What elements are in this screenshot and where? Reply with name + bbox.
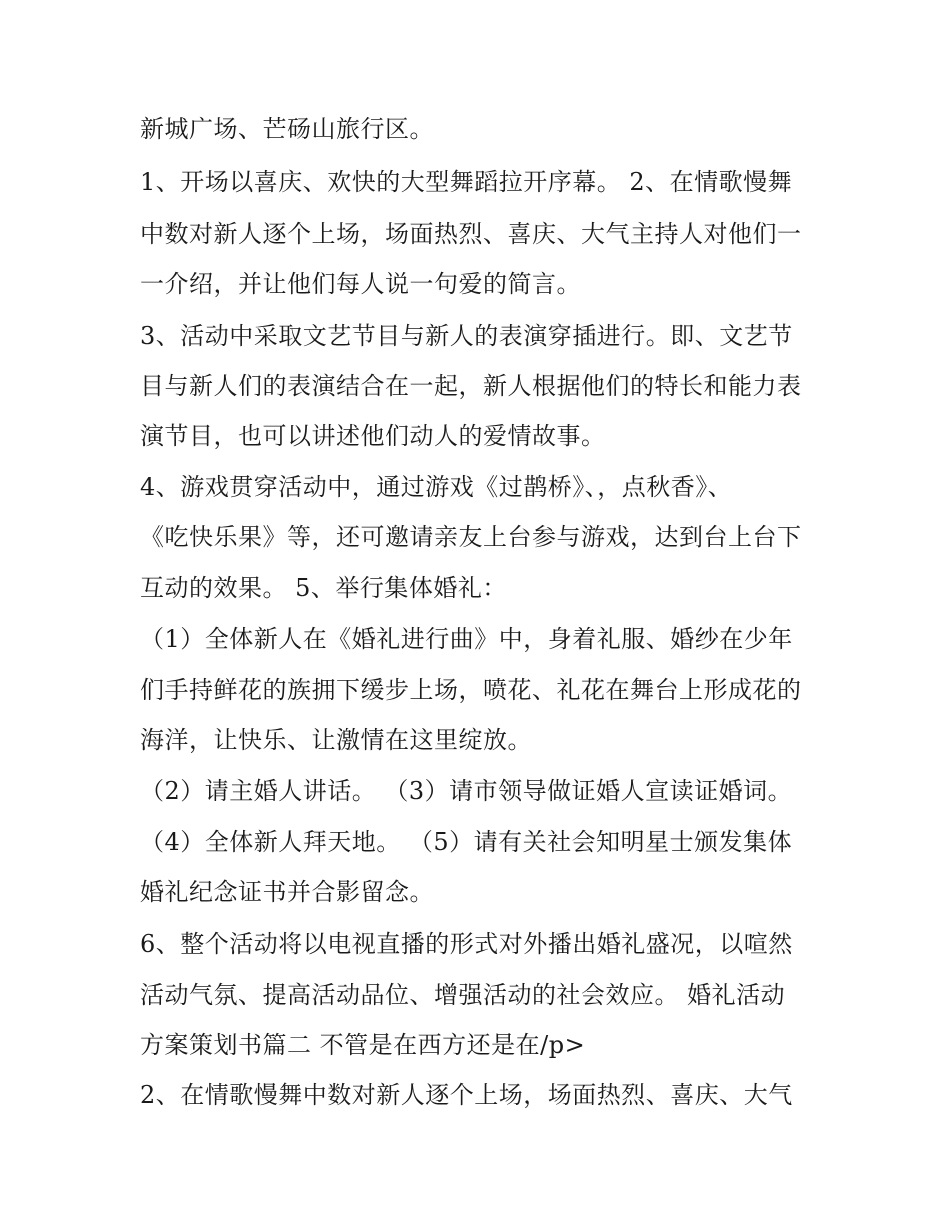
text-line: （4）全体新人拜天地。 （5）请有关社会知明星士颁发集体 — [140, 828, 793, 856]
text-line: 婚礼纪念证书并合影留念。 — [140, 878, 434, 906]
text-line: 新城广场、芒砀山旅行区。 — [140, 115, 434, 143]
text-line: 2、在情歌慢舞中数对新人逐个上场，场面热烈、喜庆、大气 — [140, 1081, 793, 1109]
text-line: 3、活动中采取文艺节目与新人的表演穿插进行。即、文艺节 — [140, 322, 793, 350]
text-line: 们手持鲜花的族拥下缓步上场，喷花、礼花在舞台上形成花的 — [140, 676, 802, 704]
text-line: 目与新人们的表演结合在一起，新人根据他们的特长和能力表 — [140, 372, 802, 400]
text-line: 6、整个活动将以电视直播的形式对外播出婚礼盛况，以喧然 — [140, 930, 793, 958]
text-line: 演节目，也可以讲述他们动人的爱情故事。 — [140, 422, 606, 450]
text-line: 《吃快乐果》等，还可邀请亲友上台参与游戏，达到台上台下 — [140, 523, 802, 551]
text-line: 1、开场以喜庆、欢快的大型舞蹈拉开序幕。 2、在情歌慢舞 — [140, 168, 793, 196]
text-line: （2）请主婚人讲话。 （3）请市领导做证婚人宣读证婚词。 — [140, 777, 793, 805]
text-line: 活动气氛、提高活动品位、增强活动的社会效应。 婚礼活动 — [140, 981, 786, 1009]
text-line: 4、游戏贯穿活动中，通过游戏《过鹊桥》、，点秋香》、 — [140, 473, 733, 501]
text-line: 中数对新人逐个上场，场面热烈、喜庆、大气主持人对他们一 — [140, 220, 802, 248]
text-line: 方案策划书篇二 不管是在西方还是在/p> — [140, 1031, 586, 1059]
text-line: 海洋，让快乐、让激情在这里绽放。 — [140, 726, 532, 754]
text-line: （1）全体新人在《婚礼进行曲》中，身着礼服、婚纱在少年 — [140, 625, 793, 653]
text-line: 一介绍，并让他们每人说一句爱的简言。 — [140, 270, 581, 298]
text-line: 互动的效果。 5、举行集体婚礼： — [140, 574, 507, 602]
